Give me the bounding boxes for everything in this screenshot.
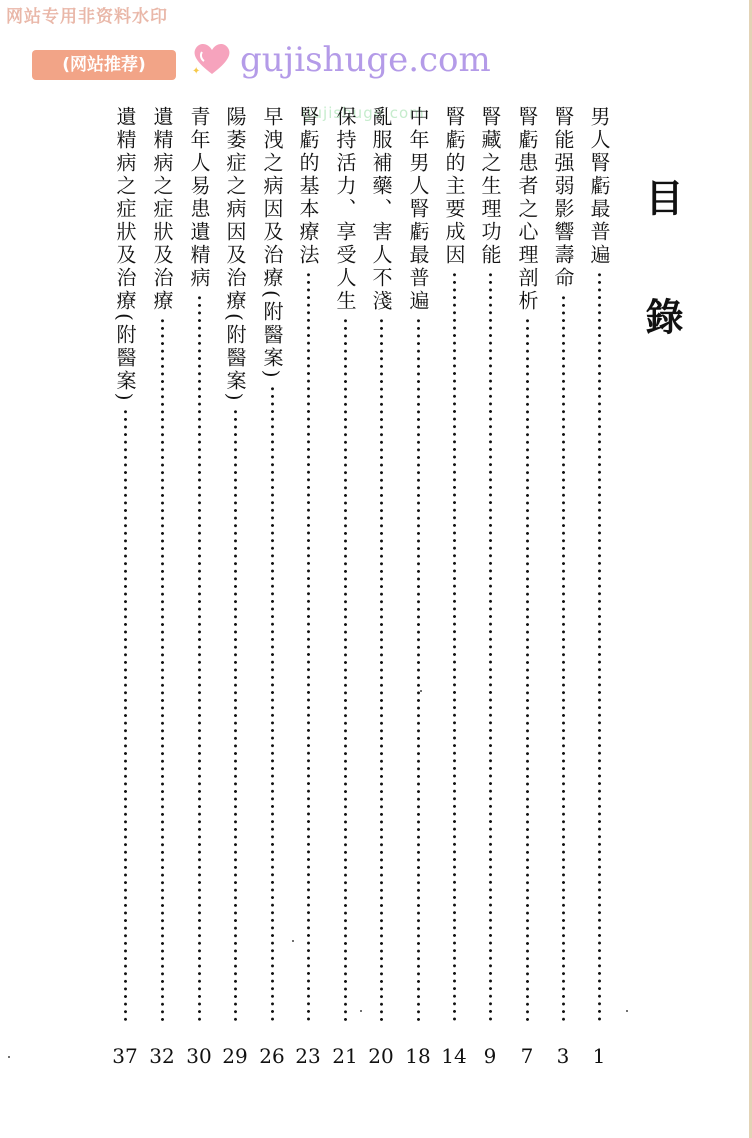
toc-entry[interactable]	[476, 106, 504, 1024]
toc-dot-leader	[234, 408, 237, 1024]
toc-dot-leader	[271, 385, 274, 1024]
toc-entry[interactable]	[258, 106, 286, 1024]
toc-entry[interactable]	[513, 106, 541, 1024]
toc-page-number: 21	[332, 1044, 358, 1068]
speck	[8, 1056, 10, 1058]
toc-page-number: 23	[295, 1044, 321, 1068]
toc-entry[interactable]	[549, 106, 577, 1024]
toc-page-number: 37	[112, 1044, 138, 1068]
watermark-faint: gujishuge.com	[302, 104, 425, 122]
toc-entry-label: 陽萎症之病因及治療(附醫案)	[223, 106, 247, 404]
speck	[626, 1010, 628, 1012]
toc-entry[interactable]	[440, 106, 468, 1024]
speck	[292, 940, 294, 942]
toc-page-number: 30	[186, 1044, 212, 1068]
toc-page-number: 18	[405, 1044, 431, 1068]
toc-dot-leader	[161, 317, 164, 1024]
toc-entry-label: 腎虧的主要成因	[442, 106, 466, 267]
speck	[420, 690, 422, 692]
toc-page-number: 1	[592, 1044, 606, 1068]
toc-entry-label: 腎藏之生理功能	[478, 106, 502, 267]
toc-page-number: 29	[222, 1044, 248, 1068]
toc-entry[interactable]	[367, 106, 395, 1024]
toc-dot-leader	[562, 294, 565, 1024]
toc-dot-leader	[489, 271, 492, 1024]
toc-entry[interactable]	[585, 106, 613, 1024]
toc-entry[interactable]	[148, 106, 176, 1024]
toc-dot-leader	[526, 317, 529, 1024]
toc-page-number: 14	[441, 1044, 467, 1068]
speck	[360, 1010, 362, 1012]
watermark-site: gujishuge.com	[240, 40, 491, 80]
toc-entry-label: 腎虧患者之心理剖析	[515, 106, 539, 313]
toc-entry-label: 亂服補藥、害人不淺	[369, 106, 393, 313]
toc-entry-label: 中年男人腎虧最普遍	[406, 106, 430, 313]
toc-dot-leader	[124, 408, 127, 1024]
toc-entry-label: 腎能强弱影響壽命	[551, 106, 575, 290]
page-title: 目 錄	[639, 178, 684, 370]
toc-page-number: 20	[368, 1044, 394, 1068]
toc-entry-label: 男人腎虧最普遍	[587, 106, 611, 267]
toc-entry[interactable]	[404, 106, 432, 1024]
toc-dot-leader	[198, 294, 201, 1024]
heart-icon	[190, 40, 234, 76]
toc-page-number: 3	[556, 1044, 570, 1068]
toc-dot-leader	[598, 271, 601, 1024]
toc-entry-label: 青年人易患遺精病	[187, 106, 211, 290]
toc-entry[interactable]	[221, 106, 249, 1024]
toc-page-number: 9	[483, 1044, 497, 1068]
toc-dot-leader	[453, 271, 456, 1024]
toc-entry[interactable]	[111, 106, 139, 1024]
toc-entry-label: 腎虧的基本療法	[296, 106, 320, 267]
toc-page-number: 26	[259, 1044, 285, 1068]
svg-text:✦: ✦	[192, 66, 201, 76]
toc-dot-leader	[380, 317, 383, 1024]
toc-entry-label: 保持活力、享受人生	[333, 106, 357, 313]
toc-dot-leader	[307, 271, 310, 1024]
toc-entry[interactable]	[185, 106, 213, 1024]
toc-entry-label: 遺精病之症狀及治療(附醫案)	[113, 106, 137, 404]
watermark-top-text: 网站专用非资料水印	[6, 7, 168, 27]
toc-dot-leader	[344, 317, 347, 1024]
toc-entry[interactable]	[331, 106, 359, 1024]
toc-entry-label: 遺精病之症狀及治療	[150, 106, 174, 313]
toc-entry-label: 早洩之病因及治療(附醫案)	[260, 106, 284, 381]
toc-page-number: 7	[520, 1044, 534, 1068]
toc-page-number: 32	[149, 1044, 175, 1068]
watermark-badge: (网站推荐)	[32, 50, 176, 80]
toc-dot-leader	[417, 317, 420, 1024]
toc-entry[interactable]	[294, 106, 322, 1024]
